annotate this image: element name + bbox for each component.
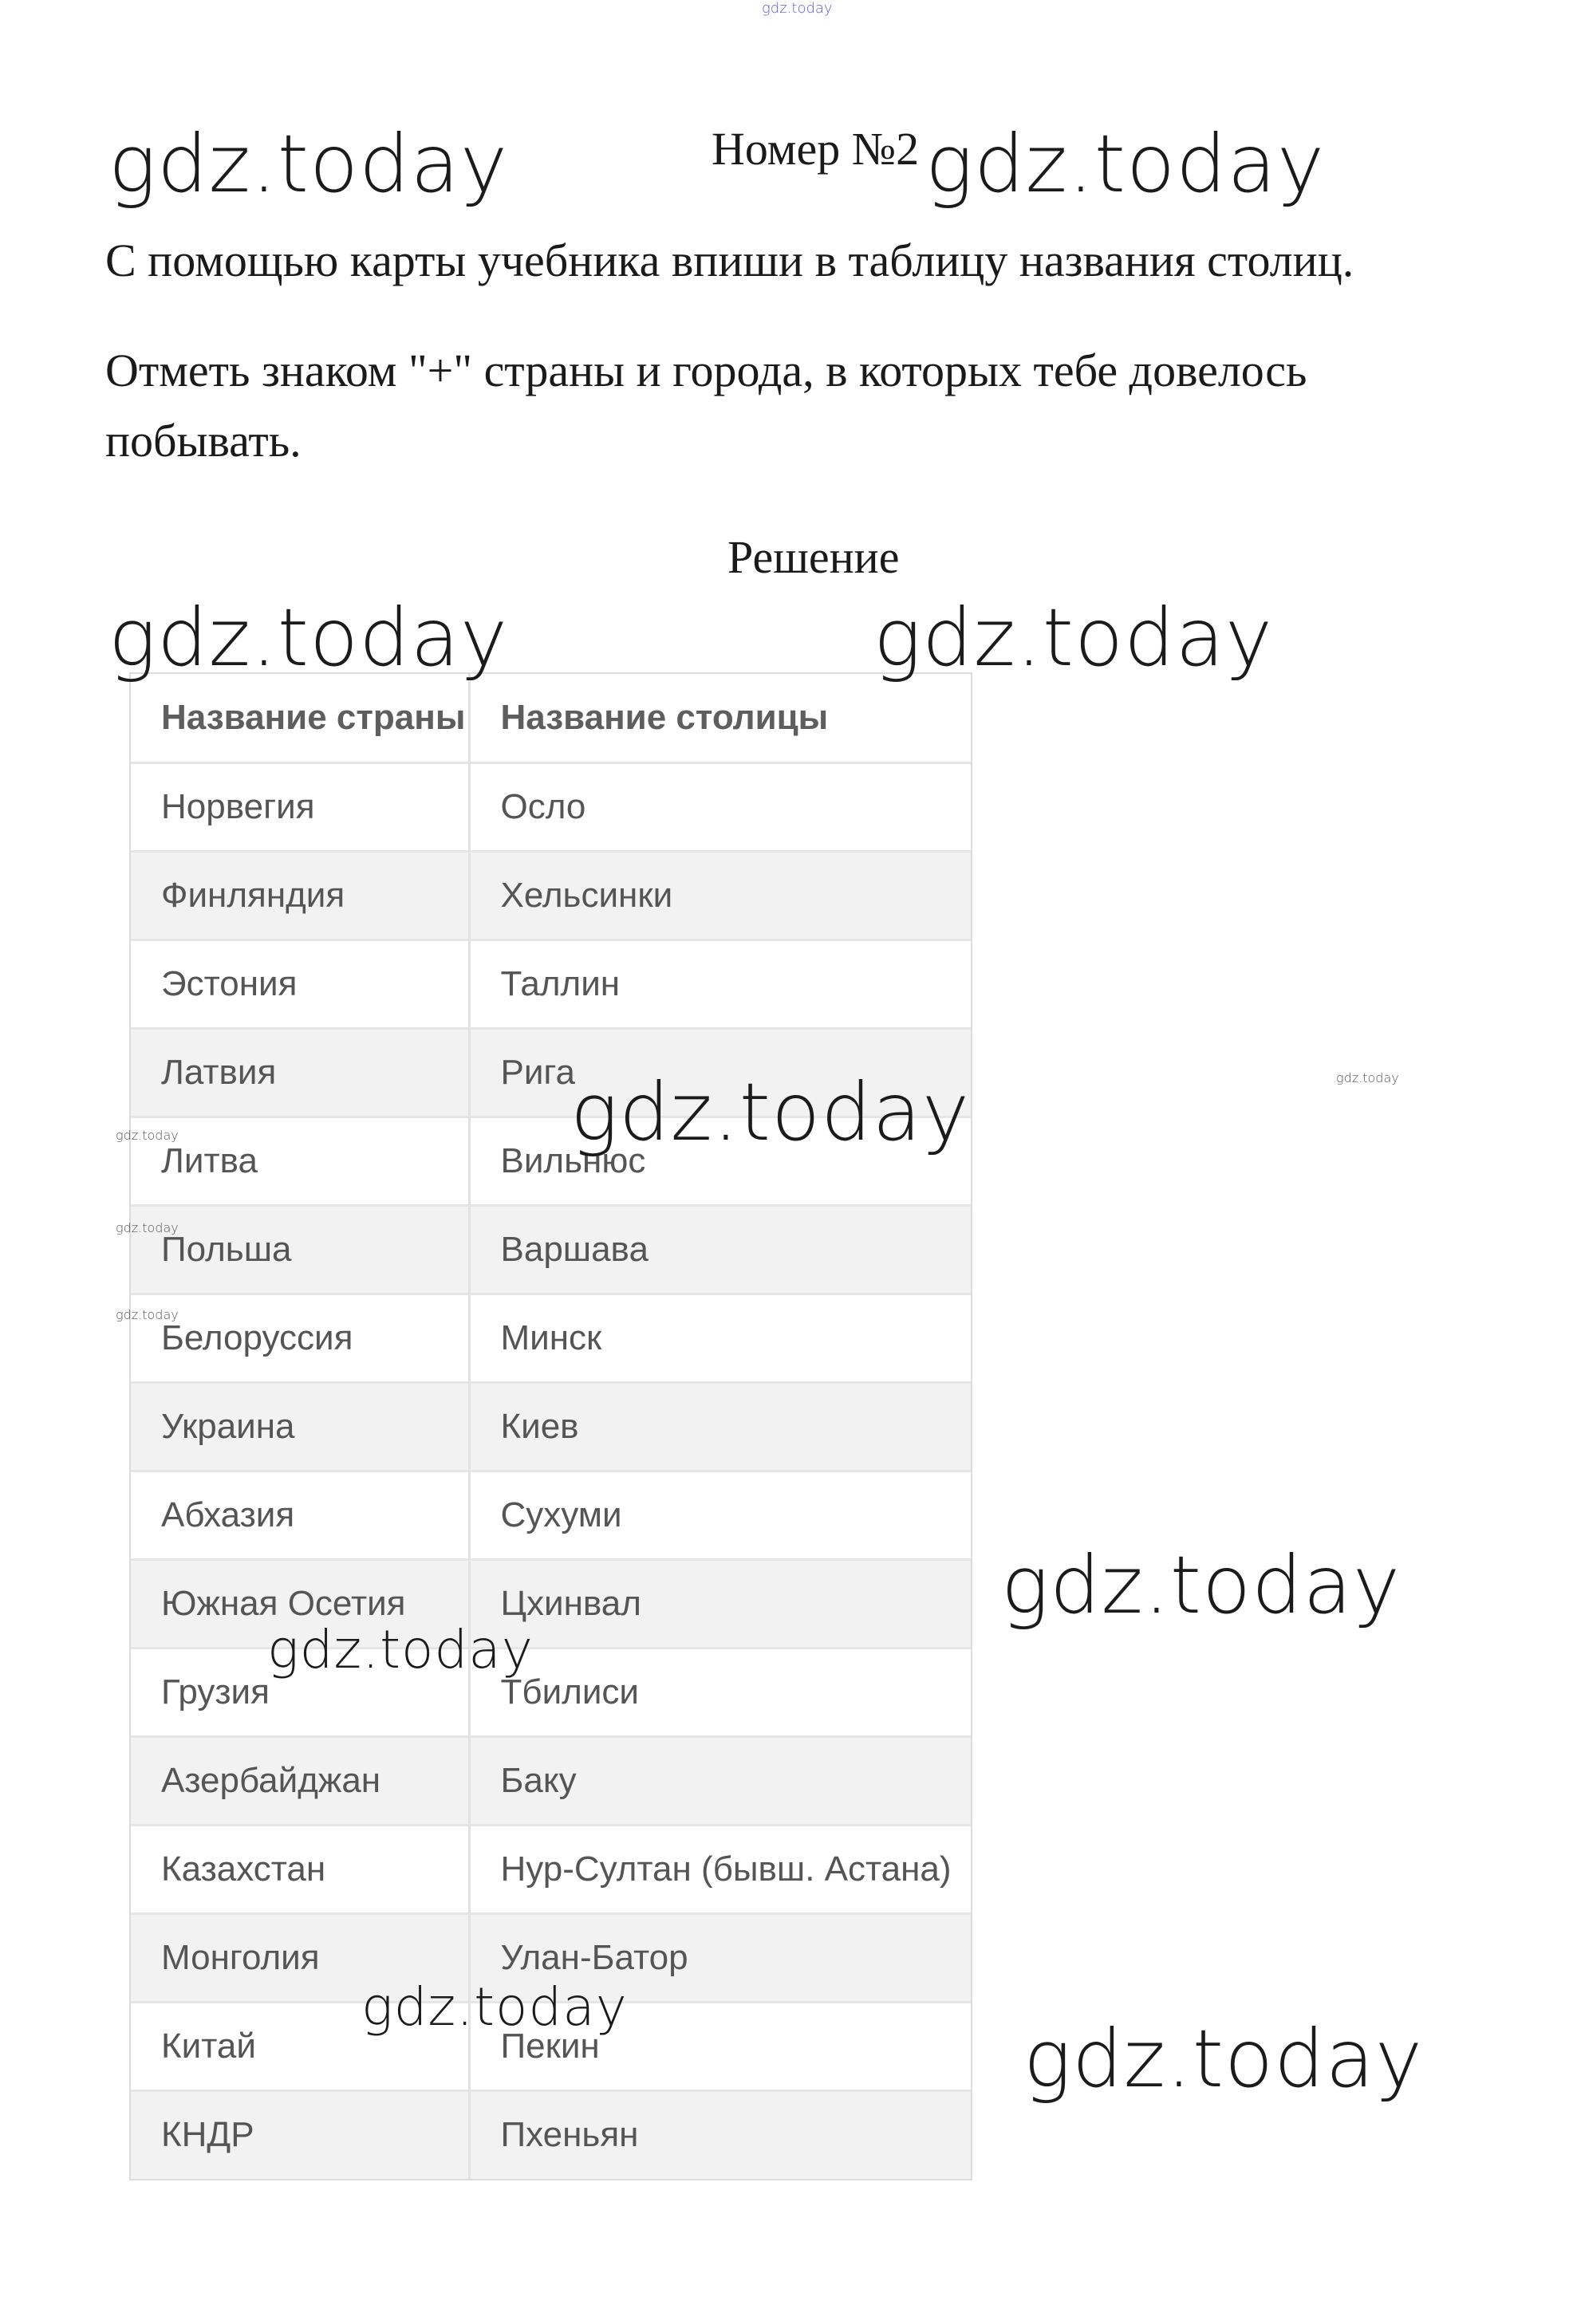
table-row: [131, 1825, 971, 1913]
task-line-3: побывать.: [105, 415, 302, 467]
country-cell: Азербайджан: [131, 1736, 469, 1825]
capital-cell: Таллин: [469, 939, 971, 1028]
table-row: [131, 1205, 971, 1294]
table-row: [131, 1736, 971, 1825]
watermark: gdz.today: [361, 1976, 628, 2038]
watermark: gdz.today: [108, 117, 509, 211]
country-cell: Монголия: [131, 1913, 469, 2002]
country-cell: Финляндия: [131, 851, 469, 939]
capital-cell: Пхеньян: [469, 2090, 971, 2179]
watermark: gdz.today: [925, 117, 1326, 211]
capital-cell: Вильнюс: [469, 1117, 971, 1205]
table-row: [131, 762, 971, 851]
capitals-table: [129, 672, 972, 2180]
watermark: gdz.today: [873, 591, 1274, 684]
watermark: gdz.today: [116, 1307, 179, 1322]
capital-cell: Улан-Батор: [469, 1913, 971, 2002]
capital-cell: Нур-Султан (бывш. Астана): [469, 1825, 971, 1913]
country-cell: Грузия: [131, 1648, 469, 1736]
table-row: [131, 1471, 971, 1559]
capital-cell: Пекин: [469, 2002, 971, 2090]
task-line-1: С помощью карты учебника впиши в таблицу названия столиц.: [105, 234, 1354, 286]
header-country: Название страны: [131, 674, 469, 762]
country-cell: Норвегия: [131, 762, 469, 851]
watermark: gdz.today: [267, 1619, 534, 1680]
watermark: gdz.today: [116, 1128, 179, 1143]
watermark: gdz.today: [570, 1065, 971, 1159]
capital-cell: Сухуми: [469, 1471, 971, 1559]
capital-cell: Хельсинки: [469, 851, 971, 939]
country-cell: Абхазия: [131, 1471, 469, 1559]
table-row: [131, 1648, 971, 1736]
country-cell: Казахстан: [131, 1825, 469, 1913]
watermark: gdz.today: [1023, 2012, 1424, 2105]
watermark: gdz.today: [116, 1220, 179, 1235]
table-row: [131, 1559, 971, 1648]
capital-cell: Киев: [469, 1382, 971, 1471]
watermark: gdz.today: [108, 591, 509, 684]
site-mark-top: gdz.today: [762, 0, 833, 17]
page-title: Номер №2: [712, 123, 920, 175]
capital-cell: Минск: [469, 1294, 971, 1382]
country-cell: Украина: [131, 1382, 469, 1471]
country-cell: Польша: [131, 1205, 469, 1294]
header-capital: Название столицы: [500, 697, 829, 737]
table-row: [131, 1382, 971, 1471]
table-row: [131, 1294, 971, 1382]
country-cell: Китай: [131, 2002, 469, 2090]
watermark: gdz.today: [1001, 1538, 1402, 1632]
country-cell: Эстония: [131, 939, 469, 1028]
country-cell: Южная Осетия: [131, 1559, 469, 1648]
capital-cell: Рига: [469, 1028, 971, 1117]
country-cell: Латвия: [131, 1028, 469, 1117]
solution-label: Решение: [727, 531, 900, 583]
country-cell: КНДР: [131, 2090, 469, 2179]
table-row: [131, 2090, 971, 2179]
capital-cell: Тбилиси: [469, 1648, 971, 1736]
country-cell: Белоруссия: [131, 1294, 469, 1382]
capital-cell: Баку: [469, 1736, 971, 1825]
table-header-row: [131, 674, 971, 762]
watermark: gdz.today: [1336, 1070, 1399, 1085]
capital-cell: Варшава: [469, 1205, 971, 1294]
table-row: [131, 939, 971, 1028]
capital-cell: Цхинвал: [469, 1559, 971, 1648]
table-row: [131, 851, 971, 939]
task-line-2: Отметь знаком "+" страны и города, в которых тебе довелось: [105, 345, 1307, 396]
country-cell: Литва: [131, 1117, 469, 1205]
capital-cell: Осло: [469, 762, 971, 851]
